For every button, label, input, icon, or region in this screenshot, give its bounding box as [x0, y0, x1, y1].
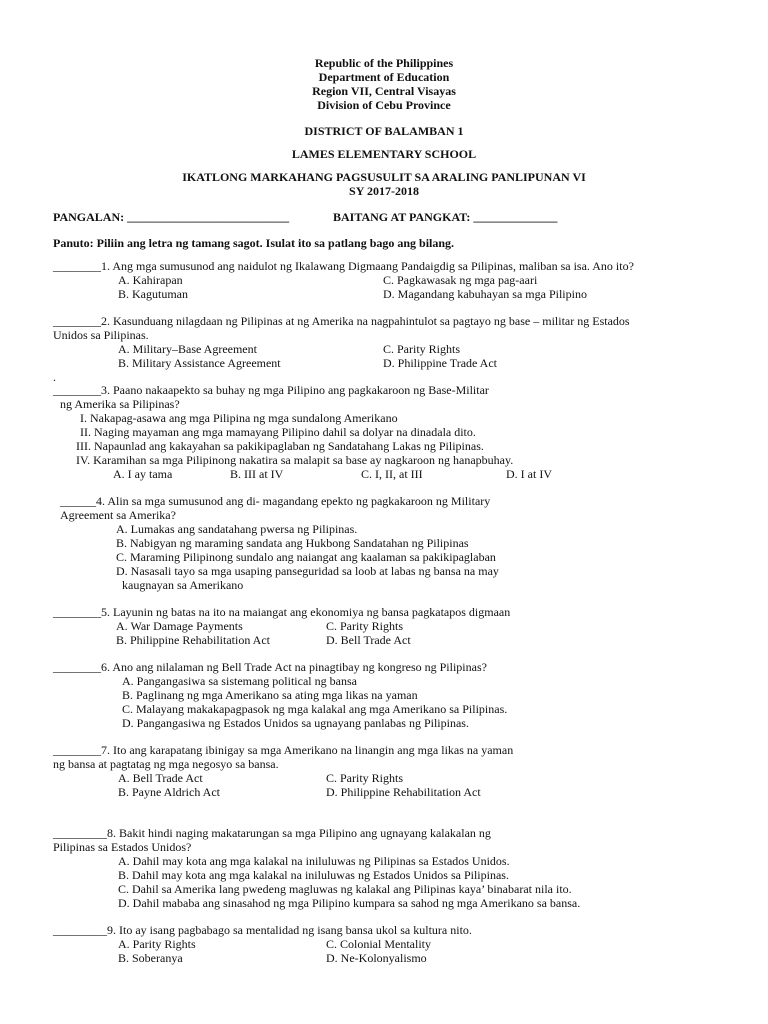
question-4-option-a: A. Lumakas ang sandatahang pwersa ng Pilipinas.	[116, 522, 358, 536]
question-4-option-b: B. Nabigyan ng maraming sandata ang Hukbong Sandatahan ng Pilipinas	[116, 536, 469, 550]
question-2-option-c: C. Parity Rights	[383, 342, 461, 356]
question-1-option-d: D. Magandang kabuhayan sa mga Pilipino	[383, 287, 587, 301]
question-5-option-d: D. Bell Trade Act	[326, 633, 411, 647]
question-3-option-b: B. III at IV	[230, 467, 284, 481]
name-field[interactable]: PANGALAN: ___________________________	[53, 210, 290, 224]
question-1-option-a: A. Kahirapan	[118, 273, 183, 287]
exam-title: IKATLONG MARKAHANG PAGSUSULIT SA ARALING PANLIPUNAN VI	[182, 170, 586, 184]
school-name: LAMES ELEMENTARY SCHOOL	[291, 147, 477, 161]
question-8-stem: _________8. Bakit hindi naging makatarungan sa mga Pilipino ang ugnayang kalakalan ng	[53, 826, 491, 840]
question-2-option-d: D. Philippine Trade Act	[383, 356, 498, 370]
question-6-option-a: A. Pangangasiwa sa sistemang political ng bansa	[122, 674, 357, 688]
question-5-stem: ________5. Layunin ng batas na ito na maiangat ang ekonomiya ng bansa pagkatapos digmaan	[53, 605, 511, 619]
question-7-option-c: C. Parity Rights	[326, 771, 404, 785]
question-4-stem: ______4. Alin sa mga sumusunod ang di- magandang epekto ng pagkakaroon ng Military	[60, 494, 491, 508]
question-6-option-c: C. Malayang makakapagpasok ng mga kalakal ang mga Amerikano sa Pilipinas.	[122, 702, 508, 716]
question-8-option-a: A. Dahil may kota ang mga kalakal na iniluluwas ng Pilipinas sa Estados Unidos.	[118, 854, 510, 868]
question-3-option-c: C. I, II, at III	[361, 467, 423, 481]
header-region: Region VII, Central Visayas	[312, 84, 456, 98]
question-8-option-d: D. Dahil mababa ang sinasahod ng mga Pilipino kumpara sa sahod ng mga Amerikano sa bansa.	[118, 896, 581, 910]
header-republic: Republic of the Philippines	[314, 56, 454, 70]
question-6-option-b: B. Paglinang ng mga Amerikano sa ating mga likas na yaman	[122, 688, 418, 702]
question-7-stem-cont: ng bansa at pagtatag ng mga negosyo sa bansa.	[53, 757, 279, 771]
question-3-option-a: A. I ay tama	[113, 467, 173, 481]
question-1-option-b: B. Kagutuman	[118, 287, 188, 301]
question-5-option-b: B. Philippine Rehabilitation Act	[116, 633, 270, 647]
question-3-statement-iii: III. Napaunlad ang kakayahan sa pakikipaglaban ng Sandatahang Lakas ng Pilipinas.	[76, 439, 484, 453]
question-7-option-b: B. Payne Aldrich Act	[118, 785, 220, 799]
question-9-option-d: D. Ne-Kolonyalismo	[326, 951, 427, 965]
question-2-option-a: A. Military–Base Agreement	[118, 342, 257, 356]
question-3-option-d: D. I at IV	[506, 467, 552, 481]
instructions: Panuto: Piliin ang letra ng tamang sagot. Isulat ito sa patlang bago ang bilang.	[53, 236, 455, 250]
question-8-option-c: C. Dahil sa Amerika lang pwedeng magluwas ng kalakal ang Pilipinas kaya’ binabarat nila ito.	[118, 882, 572, 896]
question-5-option-a: A. War Damage Payments	[116, 619, 243, 633]
question-7-option-a: A. Bell Trade Act	[118, 771, 203, 785]
header-division: Division of Cebu Province	[317, 98, 451, 112]
question-2-stem: ________2. Kasunduang nilagdaan ng Pilipinas at ng Amerika na nagpahintulot sa pagtayo ng base – militar ng Estados	[53, 314, 630, 328]
question-7-option-d: D. Philippine Rehabilitation Act	[326, 785, 481, 799]
question-8-stem-cont: Pilipinas sa Estados Unidos?	[53, 840, 192, 854]
district-title: DISTRICT OF BALAMBAN 1	[304, 124, 464, 138]
school-year: SY 2017-2018	[349, 184, 419, 198]
question-5-option-c: C. Parity Rights	[326, 619, 404, 633]
question-3-stem-cont: ng Amerika sa Pilipinas?	[60, 397, 180, 411]
question-4-stem-cont: Agreement sa Amerika?	[60, 508, 176, 522]
stray-mark: .	[53, 370, 56, 384]
question-4-option-c: C. Maraming Pilipinong sundalo ang naiangat ang kaalaman sa pakikipaglaban	[116, 550, 496, 564]
question-9-stem: _________9. Ito ay isang pagbabago sa mentalidad ng isang bansa ukol sa kultura nito.	[53, 923, 472, 937]
question-6-option-d: D. Pangangasiwa ng Estados Unidos sa ugnayang panlabas ng Pilipinas.	[122, 716, 469, 730]
question-4-option-d-cont: kaugnayan sa Amerikano	[122, 578, 244, 592]
question-3-statement-i: I. Nakapag-asawa ang mga Pilipina ng mga sundalong Amerikano	[80, 411, 398, 425]
header-department: Department of Education	[318, 70, 450, 84]
question-7-stem: ________7. Ito ang karapatang ibinigay sa mga Amerikano na linangin ang mga likas na yaman	[53, 743, 514, 757]
question-4-option-d: D. Nasasali tayo sa mga usaping panseguridad sa loob at labas ng bansa na may	[116, 564, 499, 578]
question-3-stem: ________3. Paano nakaapekto sa buhay ng mga Pilipino ang pagkakaroon ng Base-Militar	[53, 383, 489, 397]
question-8-option-b: B. Dahil may kota ang mga kalakal na iniluluwas ng Estados Unidos sa Pilipinas.	[118, 868, 509, 882]
grade-section-field[interactable]: BAITANG AT PANGKAT: ______________	[333, 210, 558, 224]
question-3-statement-iv: IV. Karamihan sa mga Pilipinong nakatira sa malapit sa base ay nagkaroon ng hanapbuhay.	[76, 453, 514, 467]
question-1-stem: ________1. Ang mga sumusunod ang naidulot ng Ikalawang Digmaang Pandaigdig sa Pilipinas, maliban sa isa. Ano ito?	[53, 259, 634, 273]
question-9-option-b: B. Soberanya	[118, 951, 183, 965]
question-6-stem: ________6. Ano ang nilalaman ng Bell Trade Act na pinagtibay ng kongreso ng Pilipinas?	[53, 660, 487, 674]
question-3-statement-ii: II. Naging mayaman ang mga mamayang Pilipino dahil sa dolyar na dinadala dito.	[80, 425, 476, 439]
question-9-option-a: A. Parity Rights	[118, 937, 196, 951]
question-1-option-c: C. Pagkawasak ng mga pag-aari	[383, 273, 538, 287]
question-2-option-b: B. Military Assistance Agreement	[118, 356, 281, 370]
question-9-option-c: C. Colonial Mentality	[326, 937, 431, 951]
question-2-stem-cont: Unidos sa Pilipinas.	[53, 328, 149, 342]
